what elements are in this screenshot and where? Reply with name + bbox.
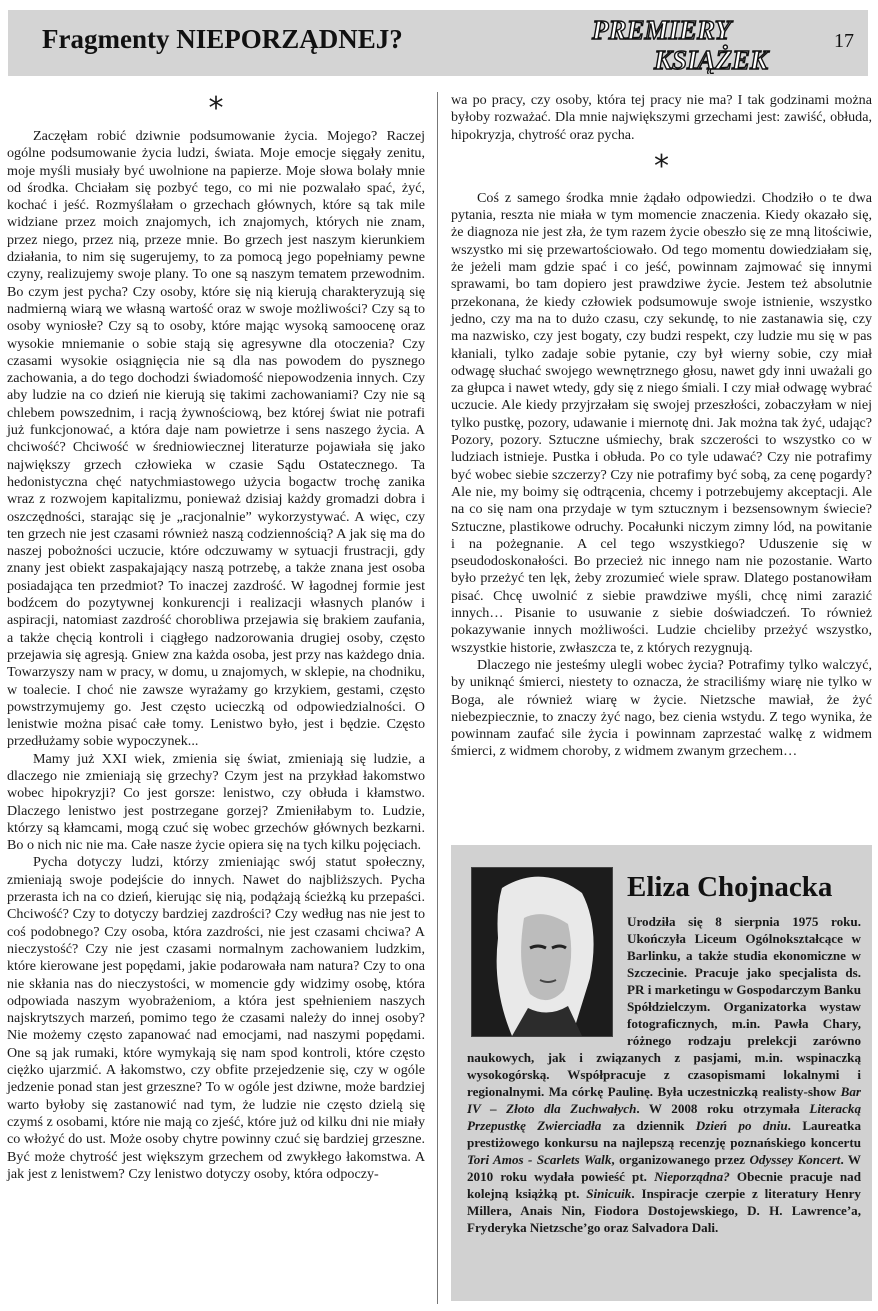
paragraph: Pycha dotyczy ludzi, którzy zmieniając swój statut społeczny, zmieniają swoje podejście do innych. Nawet do najbliższych. Pycha przerasta ich na co dzień, kierując się nią, podążają ścieżką ku przepaści. Chciwość? Czy to dotyczy bardziej zazdrości? Czy według nas nie jest to coś podobnego? Czy osoba, która zazdrości, nie jest czasami chciwa? A nieczystość? Czy nie jest czasami normalnym zachowaniem ludzkim, które kierowane jest popędami, jakie podarowała nam natura? Czy to ona nie skłania nas do nieczystości, w momencie gdy widzimy osobę, która odpowiada naszym wyobrażeniom, a która jest spełnieniem naszych najskrytszych marzeń, pomimo tego że czasami należy do innej osoby? Nie możemy często zapanować nad emocjami, nad naszymi popędami. One są jak rumaki, które wymykają się nam spod kontroli, które często ciężko ujarzmić. A łakomstwo, czy obfite przejedzenie się, czy w ogóle jedzenie ponad stan jest grzeszne? To w ogóle jest dziwne, może bardziej warto byłoby się zastanowić nad tym, że ludzie nie często dzielą się czymś z osobami, które nie mają co zjeść, które już od kilku dni nie miały co włożyć do ust. Może osoby chytre powinny czuć się bardziej grzeszne. Być może chytrość jest większym grzechem od zwykłego łakomstwa. A jak jest z lenistwem? Czy lenistwo dotyczy osoby, która odpoczy- (7, 854, 425, 1182)
right-column (451, 92, 872, 761)
premiery-ksiazek-logo (586, 12, 818, 74)
paragraph: Zaczęłam robić dziwnie podsumowanie życia. Mojego? Raczej ogólne podsumowanie życia ludzi, świata. Moje emocje sięgały zenitu, moje myśli musiały być uwolnione na papierze. Moje słowa bolały mnie od środka. Chciałam się pozbyć tego, co mi nie pozwalało spać, żyć, kochać i jeść. Rozmyślałam o grzechach głównych, które są tak mile widziane przez moich znajomych, ich znajomych, których nie znam, przez niego, przez nią, przeze mnie. Bo grzech jest naszym kierunkiem działania, to nim się sugerujemy, to za pomocą jego popełniamy pewne czyny, realizujemy swoje plany. To one są naszym tematem przewodnim. Bo czym jest pycha? Czy osoby, które się nią kierują charakteryzują się nadmierną wiarą we własną wartość oraz w swoje możliwości? Czy są to osoby wyniosłe? Czy są to osoby, które mając wysoką samoocenę oraz wysokie mniemanie o sobie stają się agresywne dla otoczenia? Czy czasami wysokie osiągnięcia nie są dla nas powodem do pysznego zachowania, a do tego dochodzi świadomość niepowodzenia innych. Czy aby ludzie na co dzień nie kierują się takimi zachowaniami? Czy nie są chlebem powszednim, i racją żywnościową, bez której świat nie potrafi już funkcjonować, a która daje nam powietrze i sens naszego życia. A chciwość? Chciwość w średniowiecznej literaturze pojawiała się jako największy grzech człowieka w czasie Sądu Ostatecznego. Ta hedonistyczna chęć natychmiastowego użycia bogactw trochę zanika wraz z rozwojem kapitalizmu, ponieważ dzisiaj każdy gromadzi dobra i oszczędności, starając się je „racjonalnie” wykorzystywać. A więc, czy ten grzech nie jest czasami również naszą codziennością? A jak się ma do naszej pobożności uczucie, które odczuwamy w sytuacji frustracji, gdy znany jest obiekt zaspakajający naszą potrzebę, a także znana jest osoba posiadająca ten przedmiot? To inaczej zazdrość. W łagodnej formie jest bodźcem do pozytywnej konkurencji i realizacji własnych planów i aspiracji, natomiast zazdrość chorobliwa przejawia się brakiem zaufania, a także chęcią kontroli i ciągłego nadzorowania drugiej osoby, często przejawia się agresją. Gniew zna każda osoba, jest przy nas każdego dnia. Towarzyszy nam w pracy, w domu, u znajomych, w sklepie, na chodniku, w toalecie. I choć nie zawsze wyrażamy go krzykiem, gestami, często powstrzymujemy go. Jest często ucieczką od odpowiedzialności. O lenistwie można pisać całe tomy. Lenistwo było, jest i będzie. Często przedłużamy sobie wypoczynek... (7, 128, 425, 750)
column-divider (437, 92, 438, 1304)
author-bio-box (451, 845, 872, 1301)
logo-line-2: KSIĄŻEK (654, 45, 769, 74)
paragraph: Mamy już XXI wiek, zmienia się świat, zmieniają się ludzie, a dlaczego nie zmieniają się grzechy? Czym jest na przykład łakomstwo wobec hipokryzji? Co jest gorsze: lenistwo, czy obłuda i kłamstwo. Dlaczego lenistwo jest postrzegane gorzej? Zmieniłabym to. Ludzie, którzy są kłamcami, mogą czuć się wobec grzechów głównych bezkarni. Bo o nich nic nie ma. Całe nasze życie opiera się na tych kilku pojęciach. (7, 750, 425, 854)
left-column (7, 92, 425, 1183)
author-bio-text: Urodziła się 8 sierpnia 1975 roku. Ukończyła Liceum Ogólnokształcące w Barlinku, a także studia ekonomiczne w Szczecinie. Pracuje jako specjalista ds. PR i marketingu w Gospodarczym Banku Spółdzielczym. Organizatorka wystaw fotograficznych, m.in. Pawła Chary, różnego rodzaju prelekcji zarówno naukowych, jak i związanych z pasjami, m.in. wspinaczką wysokogórską. Współpracuje z czasopismami lokalnymi i regionalnymi. Ma córkę Paulinę. Była uczestniczką realisty-show Bar IV – Złoto dla Zuchwałych. W 2008 roku otrzymała Literacką Przepustkę Zwierciadła za dziennik Dzień po dniu. Laureatka prestiżowego konkursu na najlepszą recenzję poznańskiego koncertu Tori Amos - Scarlets Walk, organizowanego przez Odyssey Koncert. W 2010 roku wydała powieść pt. Nieporządna? Obecnie pracuje nad kolejną książką pt. Sinicuik. Inspiracje czerpie z literatury Henry Millera, Anais Nin, Fiodora Dostojewskiego, D. H. Lawrence’a, Fryderyka Nietzsche’go oraz Salvadora Dali. (467, 914, 862, 1235)
paragraph: Dlaczego nie jesteśmy ulegli wobec życia? Potrafimy tylko walczyć, by uniknąć śmierci, niestety to oznacza, że straciliśmy wiarę nie tylko w Boga, ale również wiarę w życie. Nietzsche mawiał, że żyć niebezpiecznie, to znaczy żyć nago, bez cienia wstydu. Z tego wynika, że powinnam zaufać sile życia i powinnam zaprzestać walkę z widmem śmierci, z widmem choroby, z widmem zwanym grzechem… (451, 656, 872, 760)
section-separator: * (208, 91, 224, 126)
article-title: Fragmenty NIEPORZĄDNEJ? (42, 24, 403, 54)
paragraph-continuation: wa po pracy, czy osoby, która tej pracy nie ma? I tak godzinami można byłoby rozważać. Dla mnie największymi grzechami jest: zawiść, obłuda, hipokryzja, chytrość oraz pycha. (451, 92, 872, 143)
section-separator: * (654, 148, 669, 184)
author-name: Eliza Chojnacka (627, 871, 833, 903)
paragraph: Coś z samego środka mnie żądało odpowiedzi. Chodziło o te dwa pytania, reszta nie miała w tym momencie znaczenia. Kiedy okazało się, że diagnoza nie jest zła, że tym razem życie obeszło się ze mną litościwie, wszystko mi się przewartościowało. Od tego momentu dowiedziałam się, że jeżeli mam gdzie spać i co jeść, powinnam zajmować się innymi sprawami, bo tam dopiero jest prawdziwe życie. Jestem też absolutnie przekonana, że kiedy człowiek podsumowuje swoje istnienie, wszystko jedno, czy ma na to dużo czasu, czy sekundę, to nie zastanawia się, czy ma nazwisko, czy jest bogaty, czy budzi respekt, czy ludzie mu się w pas kłaniali, tylko zadaje sobie pytanie, czy był wierny sobie, czy miał odwagę słuchać swojego wewnętrznego głosu, nawet gdy inni uważali go za głupca i nawet wtedy, gdy się z niego śmiali. I czy miał odwagę wybrać uczucie. Ale kiedy przyjrzałam się swojej przeszłości, zobaczyłam w niej tylko pustkę, pozory, udawanie i miernotę dni. Jak można tak żyć, udając? Pozory, pozory. Sztuczne uśmiechy, brak szczerości to wszystko co w ludziach istnieje. Pustka i obłuda. Po co tyle udawać? Czy nie potrafimy być wobec siebie szczerzy? Czy nie potrafimy być sobą, za cenę pogardy? Ale nie, my boimy się odtrącenia, chcemy i potrzebujemy akceptacji. Ale na co się nam ona przydaje w tym sztucznym i bezsensownym świecie? Sztuczne, plastikowe odruchy. Pocałunki niczym zimny lód, na powitanie i na pożegnanie. A cel tego wszystkiego? Uduszenie się w pseudodoskonałości. Bo przecież nic innego nam nie pozostanie. Warto było przeżyć ten lęk, żeby zrozumieć wiele spraw. Dlatego postanowiłam pisać. Chcę uwolnić z siebie prawdziwe myśli, chcę nimi zarazić innych… Pisanie to usuwanie z siebie doświadczeń. To również pokazywanie innych możliwości. Ludzie chcieliby przeżyć wszystko, wszystkie historie, zwłaszcza te, z których rezygnują. (451, 189, 872, 656)
logo-line-1: PREMIERY (592, 15, 732, 45)
page-header (8, 10, 868, 76)
page-number: 17 (834, 30, 854, 52)
